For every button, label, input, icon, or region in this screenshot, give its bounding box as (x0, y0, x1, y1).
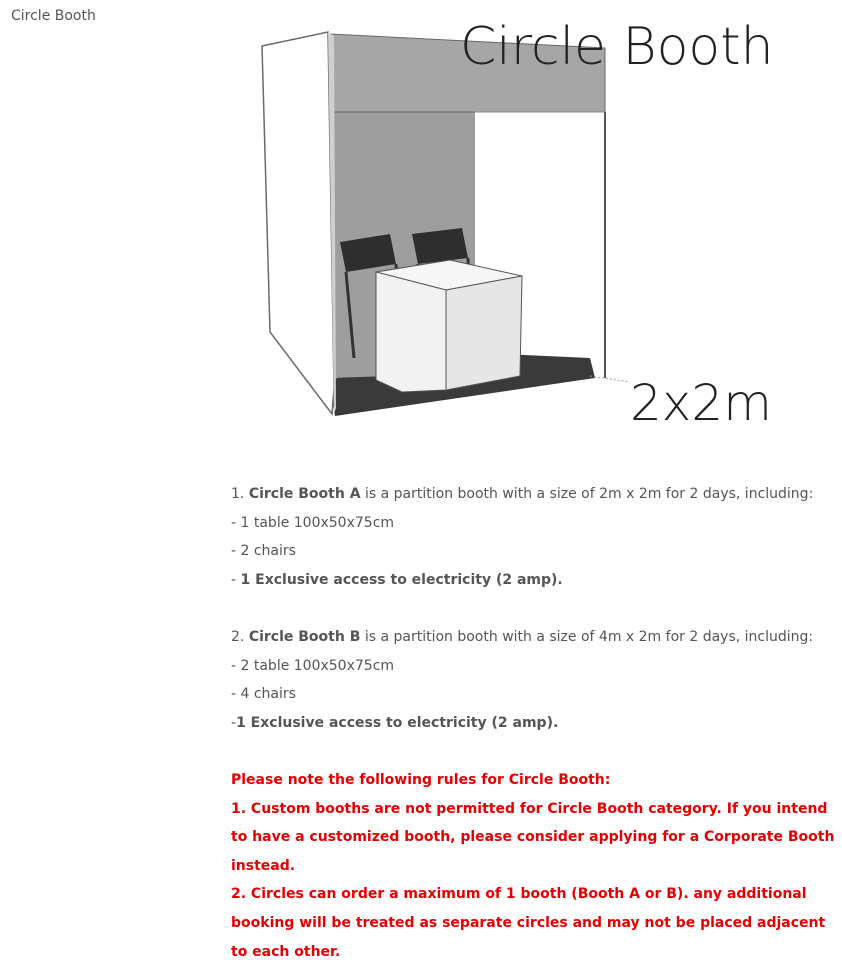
booth-b-desc: is a partition booth with a size of 4m x 2m for 2 days, including: (364, 628, 814, 645)
booth-image-size: 2x2m (630, 374, 772, 432)
booth-a-item-chairs: - 2 chairs (231, 543, 296, 560)
booth-illustration (250, 8, 790, 438)
rules-heading: Please note the following rules for Circle Booth: (231, 771, 611, 788)
booth-image-title: Circle Booth (460, 17, 774, 77)
booth-a-electricity: - 1 Exclusive access to electricity (2 amp). (231, 571, 563, 588)
booth-b-electricity-text: 1 Exclusive access to electricity (2 amp). (236, 714, 559, 731)
rule-item: 1. Custom booths are not permitted for Circle Booth category. If you intend to have a customized booth, please consider applying for a Corporate Booth instead. (231, 800, 835, 874)
booth-table (376, 260, 522, 392)
booth-a-electricity-text: 1 Exclusive access to electricity (2 amp). (240, 571, 563, 588)
page-label: Circle Booth (11, 8, 96, 24)
booth-description (231, 480, 836, 966)
booth-a-number: 1. (231, 486, 245, 502)
booth-b-item-chairs: - 4 chairs (231, 686, 296, 703)
booth-a-line (231, 480, 836, 509)
booth-b-number: 2. (231, 628, 245, 645)
booth-rules (231, 766, 836, 966)
booth-a-name: Circle Booth A (248, 486, 361, 502)
booth-b-item-table: - 2 table 100x50x75cm (231, 657, 395, 674)
booth-b-line (231, 623, 836, 652)
left-side-wall (262, 32, 334, 414)
booth-b-name: Circle Booth B (248, 628, 361, 645)
booth-a-item-table: - 1 table 100x50x75cm (231, 514, 395, 531)
booth-b-electricity: -1 Exclusive access to electricity (2 amp). (231, 714, 559, 731)
booth-a-desc: is a partition booth with a size of 2m x 2m for 2 days, including: (365, 486, 814, 502)
rule-item: 2. Circles can order a maximum of 1 booth (Booth A or B). any additional booking will be treated as separate circles and may not be placed adjacent to each other. (231, 886, 826, 960)
